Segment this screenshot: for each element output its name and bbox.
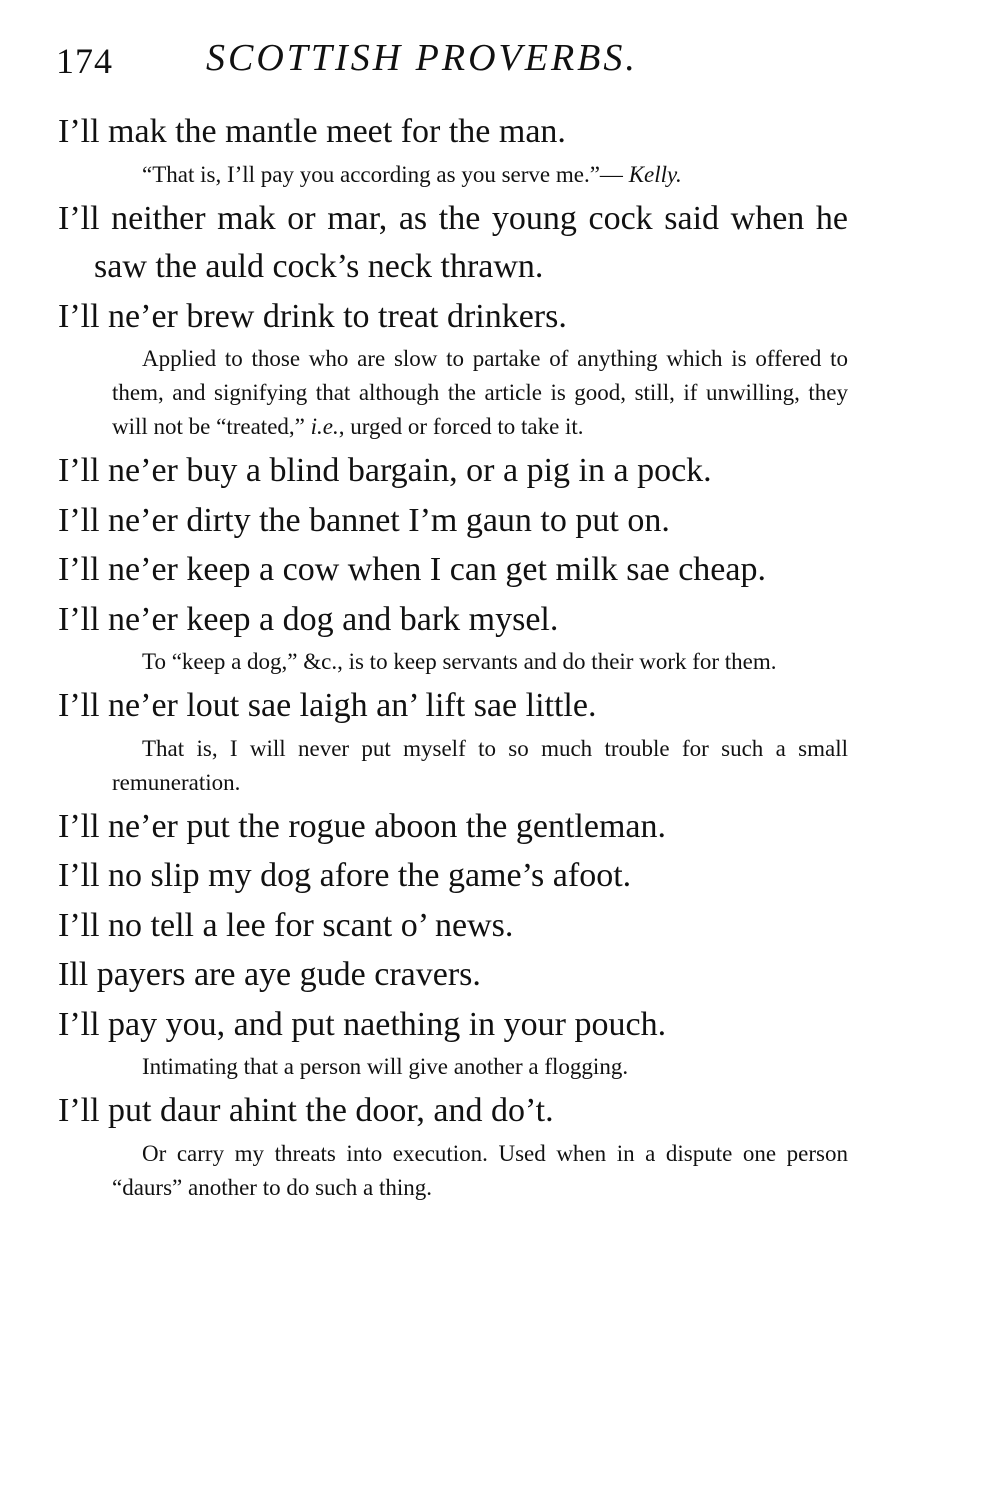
page-number: 174 xyxy=(56,41,113,81)
note-text-end: , urged or forced to take it. xyxy=(338,414,584,439)
proverb: Ill payers are aye gude cravers. xyxy=(58,956,481,993)
proverb-note: To “keep a dog,” &c., is to keep servants and do their work for them. xyxy=(142,649,777,674)
proverb: I’ll no tell a lee for scant o’ news. xyxy=(58,906,514,944)
proverb: I’ll ne’er lout sae laigh an’ lift sae little. xyxy=(58,687,597,724)
proverb: I’ll no slip my dog afore the game’s afoot. xyxy=(58,857,632,894)
proverb: I’ll neither mak or mar, as the young cock said when he saw the auld cock’s neck thrawn. xyxy=(58,199,848,285)
proverb: I’ll ne’er dirty the bannet I’m gaun to put on. xyxy=(58,501,670,539)
proverb-note xyxy=(58,342,848,444)
proverb-note: Intimating that a person will give another a flogging. xyxy=(142,1054,629,1079)
proverb: I’ll pay you, and put naething in your pouch. xyxy=(58,1005,667,1043)
proverb-list xyxy=(58,108,848,1208)
proverb: I’ll ne’er buy a blind bargain, or a pig in a pock. xyxy=(58,452,712,489)
note-attribution: Kelly. xyxy=(628,161,682,187)
proverb-note: Or carry my threats into execution. Used when in a dispute one person “daurs” another to do such a thing. xyxy=(112,1140,848,1200)
proverb: I’ll put daur ahint the door, and do’t. xyxy=(58,1092,554,1129)
proverb: I’ll ne’er brew drink to treat drinkers. xyxy=(58,297,567,335)
proverb: I’ll ne’er keep a dog and bark mysel. xyxy=(58,600,559,638)
proverb: I’ll mak the mantle meet for the man. xyxy=(58,113,566,150)
proverb: I’ll ne’er put the rogue aboon the gentleman. xyxy=(58,807,666,845)
note-abbreviation: i.e. xyxy=(310,414,339,439)
page-header xyxy=(56,34,756,84)
running-title: SCOTTISH PROVERBS. xyxy=(206,37,638,79)
proverb: I’ll ne’er keep a cow when I can get milk sae cheap. xyxy=(58,551,766,588)
note-text: “That is, I’ll pay you according as you serve me.”— xyxy=(142,161,623,187)
proverb-note xyxy=(58,158,848,192)
note-text: Applied to those who are slow to partake of anything which is offered to them, and signifying that although the article is good, still, if unwilling, they will not be “treated,” xyxy=(112,346,848,439)
proverb-note: That is, I will never put myself to so much trouble for such a small remuneration. xyxy=(112,735,848,795)
